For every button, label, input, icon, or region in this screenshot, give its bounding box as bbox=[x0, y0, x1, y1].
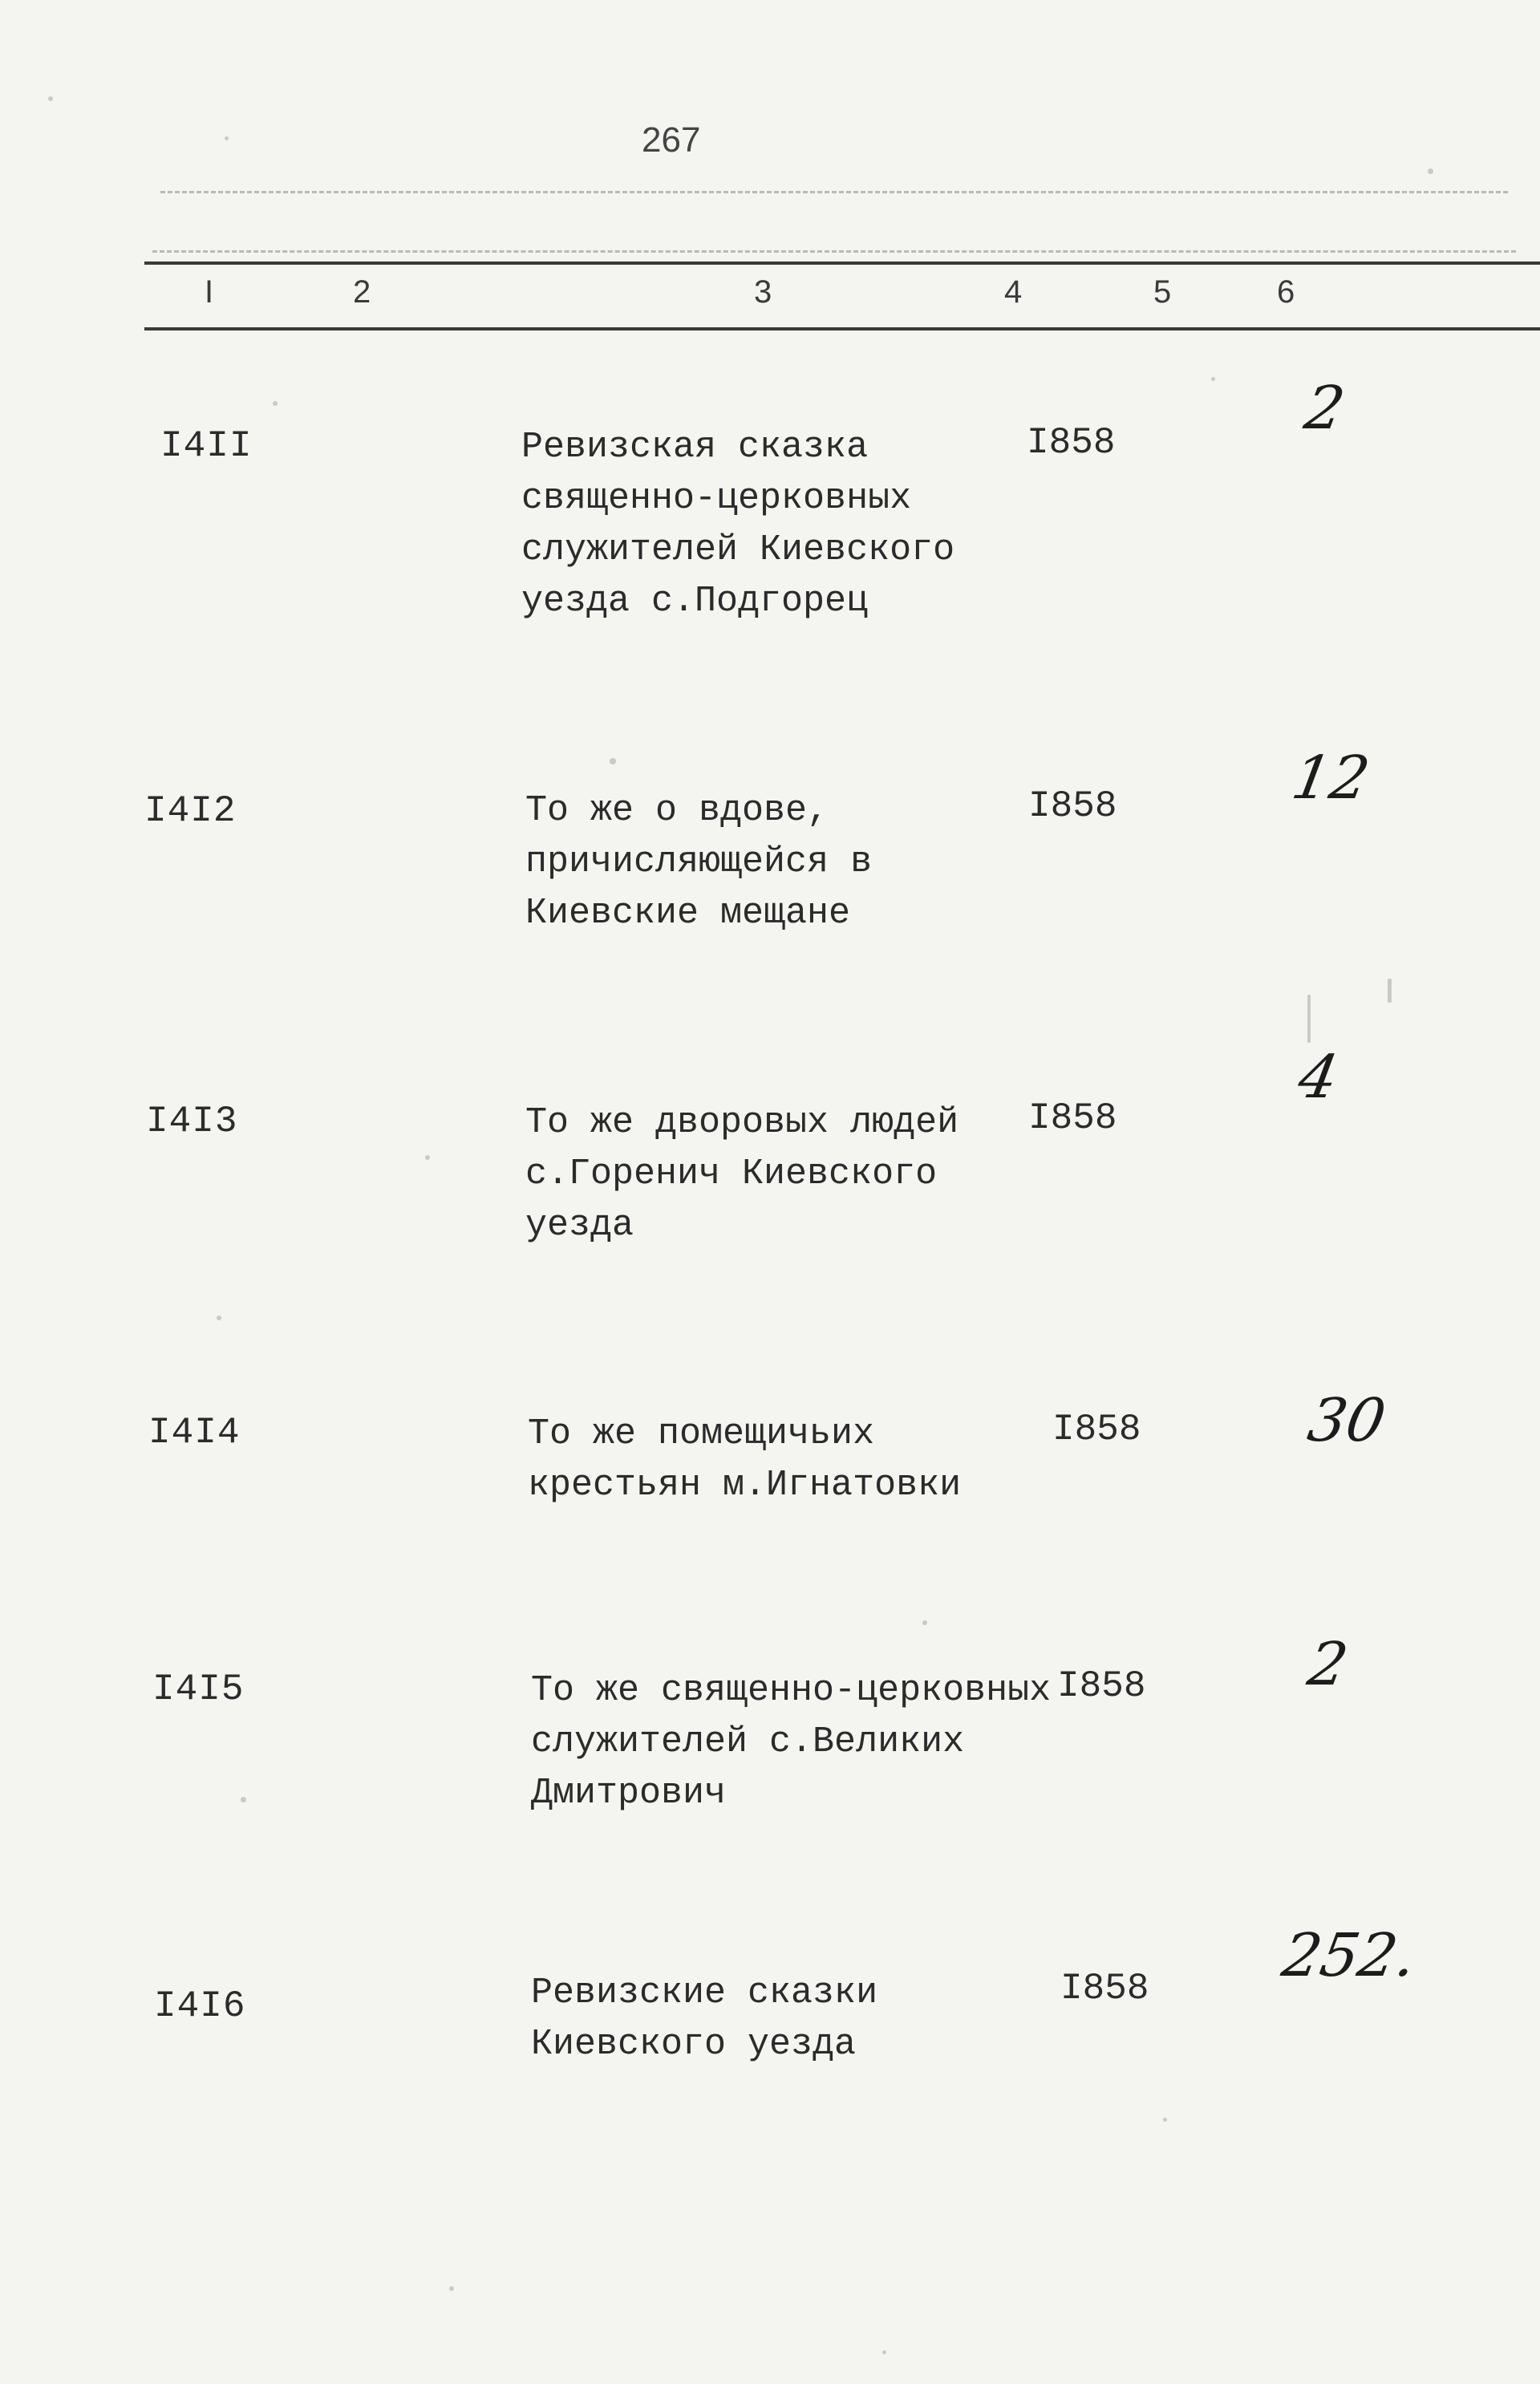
item-number: I4I5 bbox=[152, 1668, 245, 1710]
item-number: I4II bbox=[160, 425, 253, 467]
dashed-guide-line bbox=[152, 250, 1516, 253]
item-year: I858 bbox=[1060, 1968, 1149, 2009]
column-header-1: I bbox=[205, 274, 214, 310]
item-description bbox=[525, 1097, 958, 1251]
sheet-count-handwritten: 2 bbox=[1303, 1630, 1353, 1699]
sheet-count-handwritten: 2 bbox=[1299, 374, 1350, 443]
scan-speck bbox=[1163, 2118, 1167, 2122]
sheet-count-handwritten: 12 bbox=[1287, 744, 1375, 813]
description-line: Ревизская сказка bbox=[521, 427, 869, 468]
description-line: То же помещичьих bbox=[528, 1413, 875, 1454]
scan-speck bbox=[922, 1620, 927, 1625]
scan-speck bbox=[225, 136, 229, 140]
column-header-4: 4 bbox=[1004, 274, 1023, 310]
dashed-guide-line bbox=[160, 191, 1508, 193]
scan-speck bbox=[1428, 168, 1433, 174]
description-line: священно-церковных bbox=[521, 478, 912, 519]
sheet-count-handwritten: 252. bbox=[1277, 1921, 1422, 1990]
scan-speck bbox=[217, 1316, 221, 1320]
description-line: с.Горенич Киевского bbox=[525, 1153, 938, 1194]
sheet-count-handwritten: 4 bbox=[1293, 1043, 1343, 1112]
item-description bbox=[528, 1409, 961, 1511]
column-header-5: 5 bbox=[1153, 274, 1172, 310]
sheet-count-handwritten: 30 bbox=[1303, 1386, 1391, 1455]
description-line: причисляющейся в bbox=[525, 841, 873, 882]
description-line: служителей Киевского bbox=[521, 529, 955, 570]
page-number: 267 bbox=[642, 120, 701, 160]
item-description bbox=[521, 422, 954, 627]
scan-speck bbox=[241, 1797, 246, 1802]
description-line: То же дворовых людей bbox=[525, 1102, 959, 1143]
description-line: То же о вдове, bbox=[525, 790, 829, 831]
description-line: крестьян м.Игнатовки bbox=[528, 1465, 962, 1506]
item-number: I4I4 bbox=[148, 1412, 241, 1454]
description-line: уезда с.Подгорец bbox=[521, 581, 869, 622]
item-year: I858 bbox=[1057, 1665, 1146, 1707]
description-line: служителей с.Великих bbox=[531, 1721, 965, 1762]
item-number: I4I6 bbox=[154, 1985, 246, 2027]
scan-speck bbox=[425, 1155, 430, 1160]
scan-speck bbox=[48, 96, 53, 101]
item-year: I858 bbox=[1028, 785, 1117, 827]
description-line: Киевского уезда bbox=[531, 2024, 857, 2065]
scan-speck bbox=[1388, 979, 1392, 1003]
description-line: Киевские мещане bbox=[525, 893, 851, 934]
column-header-6: 6 bbox=[1277, 274, 1295, 310]
scan-speck bbox=[882, 2350, 886, 2354]
scan-speck bbox=[610, 758, 616, 764]
description-line: Ревизские сказки bbox=[531, 1972, 878, 2013]
description-line: Дмитрович bbox=[531, 1773, 727, 1814]
item-description bbox=[531, 1968, 877, 2070]
item-number: I4I3 bbox=[146, 1101, 238, 1142]
header-bottom-rule bbox=[144, 327, 1540, 330]
scan-speck bbox=[273, 401, 278, 406]
column-header-2: 2 bbox=[353, 274, 371, 310]
item-year: I858 bbox=[1052, 1409, 1141, 1450]
item-description bbox=[525, 785, 872, 939]
item-year: I858 bbox=[1028, 1097, 1117, 1139]
scan-speck bbox=[1307, 995, 1311, 1043]
header-top-rule bbox=[144, 262, 1540, 265]
item-number: I4I2 bbox=[144, 790, 237, 832]
scan-speck bbox=[1211, 377, 1215, 381]
description-line: То же священно-церковных bbox=[531, 1670, 1052, 1711]
column-header-3: 3 bbox=[754, 274, 772, 310]
scan-speck bbox=[449, 2286, 454, 2291]
description-line: уезда bbox=[525, 1205, 634, 1246]
item-description bbox=[531, 1665, 1051, 1819]
item-year: I858 bbox=[1027, 422, 1116, 464]
